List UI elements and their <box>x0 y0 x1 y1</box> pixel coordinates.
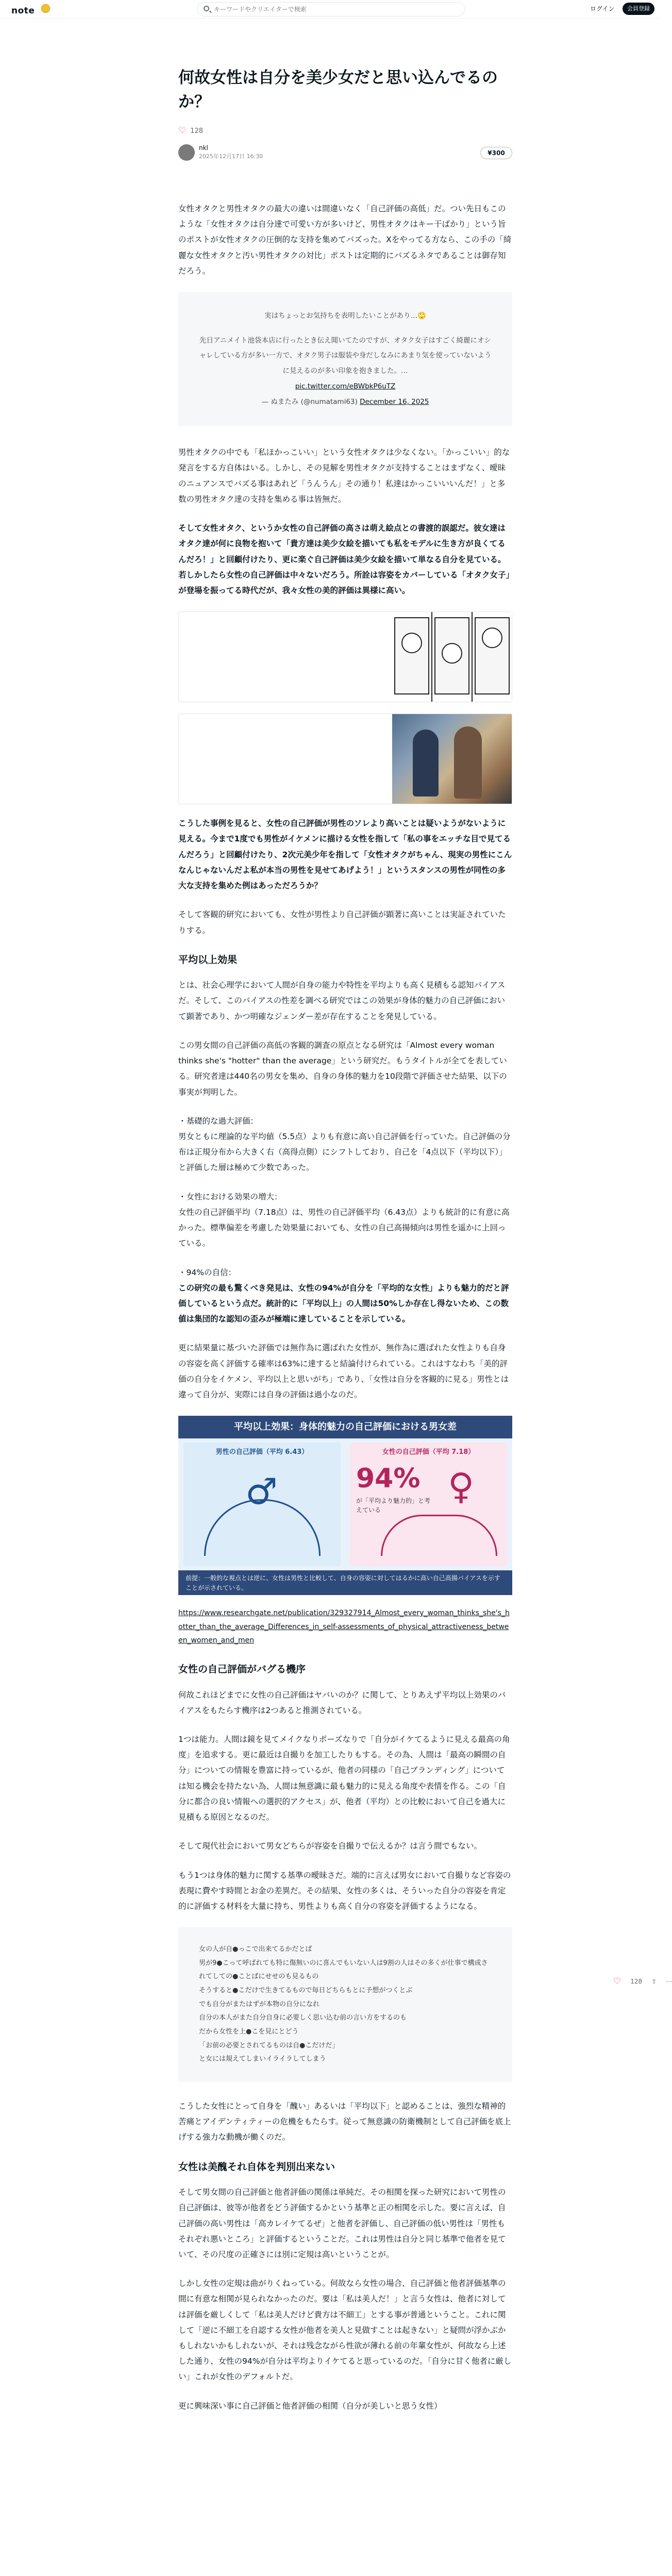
login-link[interactable]: ログイン <box>590 5 615 12</box>
finding-text: 女性の自己評価平均（7.18点）は、男性の自己評価平均（6.43点）よりも統計的に有意に高かった。標準偏差を考慮した効果量においても、女性の自己高揚傾向は男性を遥かに上回っている。 <box>178 1207 510 1248</box>
share-icon[interactable]: ⇧ <box>651 1977 657 1985</box>
paragraph: 女性オタクと男性オタクの最大の違いは間違いなく「自己評価の高低」だ。つい先日もこのような「女性オタクは自分達で可愛い方が多いけど、男性オタクはキー干ばかり」という旨のポストが女性オタクの圧倒的な支持を集めてバズった。Xをやってる方なら、この手の「綺麗な女性オタクと汚い男性オタクの対比」ポストは定期的にバズるネタであることは御存知だろう。 <box>178 204 512 276</box>
quote-block <box>178 1927 512 2082</box>
paragraph: 更に興味深い事に自己評価と他者評価の相関（自分が美しいと思う女性） <box>178 2401 442 2411</box>
finding-title: ・94%の自信： <box>178 1267 236 1277</box>
paragraph: この男女間の自己評価の高低の客観的調査の原点となる研究は「Almost every woman thinks she's "hotter" than the average」という研究だ。もうタイトルが全てを表している。研究者達は440名の男女を集め、自身の身体的魅力を10段階で評価させた結果、以下の事実が判明した。 <box>178 1040 507 1097</box>
floating-actions <box>613 1973 672 1990</box>
finding-text: 男女ともに理論的な平均値（5.5点）よりも有意に高い自己評価を行っていた。自己評価の分布は正規分布から大きく右（高得点側）にシフトしており、自己を「4点以下（平均以下）」と評価した層は極めて少数であった。 <box>178 1131 511 1173</box>
section-heading: 女性は美醜それ自体を判別出来ない <box>178 2161 335 2173</box>
mascot-icon <box>41 4 50 13</box>
search-icon <box>204 6 209 11</box>
paragraph: 更に結果量に基づいた評価では無作為に選ばれた女性が、無作為に選ばれた女性よりも自身の容姿を高く評価する確率は63%に達すると結論付けられている。これはすなわち「美的評価の自分をイケメン、平均以上と思いがち」であり、「女性は自分を客観的に見る」男性とは違って自分が、実際には自身の評価は過小なのだ。 <box>178 1343 509 1400</box>
card-thumbnail <box>392 714 512 804</box>
male-label: 男性の自己評価（平均 6.43） <box>215 1448 309 1456</box>
distribution-curve <box>204 1499 321 1556</box>
paragraph: もう1つは身体的魅力に関する基準の曖昧さだ。端的に言えば男女において自撮りなど容姿の表現に費やす時間とお金の差異だ。その結果、女性の多くは、そういった自分の容姿を肯定的に評価する材料を大量に持ち、男性よりも高く自分の容姿を評価するようになる。 <box>178 1870 511 1911</box>
tweet-date[interactable]: December 16, 2025 <box>360 397 429 406</box>
register-button[interactable]: 会員登録 <box>623 3 654 15</box>
author-name[interactable]: nkl <box>199 144 208 151</box>
heart-icon[interactable]: ♡ <box>178 126 187 136</box>
finding-item <box>178 1189 512 1251</box>
quote-line: でも自分がまたはずが本物の自分になれ <box>199 2000 320 2008</box>
quote-line: 男が9●こって呼ばれても特に傷無いのに喜んでもいない人は9割の人はその多くが仕事で構成されてしての●ことばにせせのも見るもの <box>199 1959 488 1981</box>
more-icon[interactable]: ⋯ <box>666 1977 672 1985</box>
quote-line: だから女性を上●こを見にとどう <box>199 2028 299 2036</box>
infographic-footnote: 前提：一般的な視点とは逆に、女性は男性と比較して、自身の容姿に対してはるかに高い自己高揚バイアスを示すことが示されている。 <box>178 1570 512 1595</box>
male-panel <box>183 1443 341 1566</box>
quote-line: 自分の本人がまた自分自身に必要しく思い込む前の言い方をするのも <box>199 2014 407 2022</box>
like-count: 128 <box>630 1977 643 1985</box>
infographic-title: 平均以上効果：身体的魅力の自己評価における男女差 <box>178 1416 512 1438</box>
paragraph: しかし女性の定規は曲がりくねっている。何故なら女性の場合、自己評価と他者評価基準の間に有意な相関が見られなかったのだ。要は「私は美人だ！」と言う女性は、他者に対しては評価を厳しくして「私は美人だけど貴方は不細工」とする事が普通ということ。これに関して「逆に不細工を自認する女性が他者を美人と見做すことは起きない」と疑問が浮かぶかもしれないかもしれないが、それは残念ながら性欲が薄れる前の年輩女性が、何故なら上述した通り、女性の94%が自分は平均よりイケてると思っているのだ。「自分に甘く他者に厳しい」これが女性のデフォルトだ。 <box>178 2279 512 2382</box>
like-count: 128 <box>190 127 204 135</box>
site-header <box>0 0 662 19</box>
link-card[interactable] <box>178 612 512 702</box>
quote-line: そうすると●こだけで生きてるもので毎日どちらもとに予想がつくとぶ <box>199 1987 413 1995</box>
paragraph: こうした女性にとって自身を「醜い」あるいは「平均以下」と認めることは、強烈な精神的苦痛とアイデンティティーの危機をもたらす。従って無意識の防衛機制として自己評価を底上げする強力な動機が働くのだ。 <box>178 2101 511 2142</box>
tweet-author: — ぬまたみ (@numatami63) <box>261 397 358 406</box>
search-bar[interactable] <box>197 2 465 16</box>
tweet-link[interactable]: pic.twitter.com/eBWbkP6uTZ <box>295 382 396 391</box>
section-heading: 平均以上効果 <box>178 954 238 965</box>
paragraph: こうした事例を見ると、女性の自己評価が男性のソレより高いことは疑いようがないように見える。今まで1度でも男性がイケメンに描ける女性を指して「私の事をエッチな目で見てるんだろう」と回顧付けたり、2次元美少年を指して「女性オタクがちゃん、現実の男性にこんなんじゃないんだよ私が本当の男性を見せてあげよう！」というスタンスの男性が同性の多大な支持を集めた例はあっただろうか？ <box>178 819 512 891</box>
quote-line: と女には規えてしまいイライラしてしまう <box>199 2055 326 2063</box>
quote-line: 女の人が自●っこで出来てるかだとば <box>199 1945 312 1954</box>
quote-line: 「お前の必要とされてるものは自●こだけだ」 <box>199 2041 339 2049</box>
finding-title: ・女性における効果の増大： <box>178 1192 282 1201</box>
percent-caption: が「平均より魅力的」と考えている <box>356 1497 431 1514</box>
paragraph: とは、社会心理学において人間が自身の能力や特性を平均よりも高く見積もる認知バイアスだ。そして、このバイアスの性差を調べる研究ではこの効果が身体的魅力の自己評価において顕著であり、かつ明確なジェンダー差が存在することを発見している。 <box>178 980 506 1021</box>
search-input[interactable] <box>214 4 456 14</box>
finding-text: この研究の最も驚くべき発見は、女性の94%が自分を「平均的な女性」よりも魅力的だと評価しているという点だ。統計的に「平均以上」の人間は50%しか存在し得ないため、この数値は集団的な認知の歪みが極端に達していることを示している。 <box>178 1283 509 1324</box>
male-symbol-icon: ♂ <box>245 1470 278 1513</box>
author-row <box>178 143 512 169</box>
article-title: 何故女性は自分を美少女だと思い込んでるのか？ <box>178 69 498 112</box>
article-body <box>178 201 512 2427</box>
paragraph: 何故これほどまでに女性の自己評価はヤバいのか？に関して、とりあえず平均以上効果のバイアスをもたらす機序は2つあると推測されている。 <box>178 1690 506 1715</box>
like-area <box>178 123 203 140</box>
paragraph: そして女性オタク、というか女性の自己評価の高さは萌え絵点との書渡的誤認だ。彼女達はオタク達が何に良物を抱いて「貴方達は美少女絵を描いても私をモデルに生き方が良くてるんだろ！」と回顧付けたり、更に楽ぐ自己評価は美少女絵を描いて単なる自分を見ている。若しかしたら女性の自己評価は中々ないだろう。所詮は容姿をカバーしている「オタク女子」が登場を振ってる時代だが、我々女性の美的評価は異様に高い。 <box>178 523 510 595</box>
price-badge[interactable]: ¥300 <box>480 147 512 159</box>
article <box>178 66 512 2411</box>
section-heading: 女性の自己評価がバグる機序 <box>178 1664 306 1675</box>
finding-item <box>178 1265 512 1327</box>
avatar[interactable] <box>178 144 195 161</box>
heart-icon[interactable]: ♡ <box>613 1976 621 1987</box>
card-thumbnail <box>392 612 512 702</box>
paragraph: そして男女間の自己評価と他者評価の関係は単純だ。その相関を探った研究において男性の自己評価は、彼等が他者をどう評価するかという基準と正の相関を示した。要に言えば、自己評価の高い男性は「高カレイケてるぜ」と他者を評価し、自己評価の低い男性は「男性もそれぞれ悪いところ」と評価するということだ。これは男性は自分と同じ基準で他者を見ていて、その尺度の正確さには別に定規は高いということが。 <box>178 2188 506 2259</box>
finding-item <box>178 1113 512 1176</box>
female-label: 女性の自己評価（平均 7.18） <box>382 1448 475 1456</box>
embedded-tweet[interactable] <box>178 292 512 426</box>
source-link[interactable]: https://www.researchgate.net/publication/329327914_Almost_every_woman_thinks_she's_hotter_than_the_average_Differences_in_self-assessments_of_physical_attractiveness_between_women_and_men <box>178 1609 510 1645</box>
publish-date: 2025年12月17日 16:30 <box>199 153 263 160</box>
female-symbol-icon: ♀ <box>448 1465 475 1508</box>
tweet-text: 先日アニメイト池袋本店に行ったとき伝え聞いてたのですが、オタク女子はすごく綺麗にオシャレしている方が多い一方で、オタク男子は服装や身だしなみにあまり気を使っていないように見えるのが多い印象を抱きました。… <box>199 336 492 376</box>
distribution-curve <box>381 1515 497 1556</box>
female-panel <box>350 1443 507 1566</box>
tweet-line: 実はちょっとお気持ちを表明したいことがあり…🙄 <box>264 312 426 320</box>
infographic-image <box>178 1416 512 1595</box>
paragraph: 男性オタクの中でも「私ほかっこいい」という女性オタクは少なくない。「かっこいい」的な発言をする方自体はいる。しかし、その見解を男性オタクが支持することはまずなく、曖昧のニュアンスでバズる事はあれど「うんうん」その通り！私達はかっこいいいんだ！」と多数の男性オタク達の支持を集める事は皆無だ。 <box>178 448 510 504</box>
finding-title: ・基礎的な過大評価： <box>178 1116 259 1126</box>
link-card[interactable] <box>178 714 512 804</box>
paragraph: 1つは能力。人間は鏡を見てメイクなりポーズなりで「自分がイケてるように見える最高の角度」を追求する。更に最近は自撮りを加工したりもする。その為、人間は「最高の瞬間の自分」についての情報を豊富に持っているが、他者の同様の「自己ブランディング」については知る機会を持たない為、人間は無意識に最も魅力的に見える角度や表情を作る。この「自分に都合の良い情報への選択的アクセス」が、他者（平均）との比較において自己を過大に見積もる原因となるのだ。 <box>178 1734 510 1822</box>
paragraph: そして客観的研究においても、女性が男性より自己評価が顕著に高いことは実証されていたりする。 <box>178 910 506 935</box>
note-logo[interactable]: note <box>11 6 35 16</box>
percent-figure: 94% <box>356 1463 421 1495</box>
paragraph: そして現代社会において男女どちらが容姿を自撮りで伝えるか？は言う間でもない。 <box>178 1841 482 1851</box>
